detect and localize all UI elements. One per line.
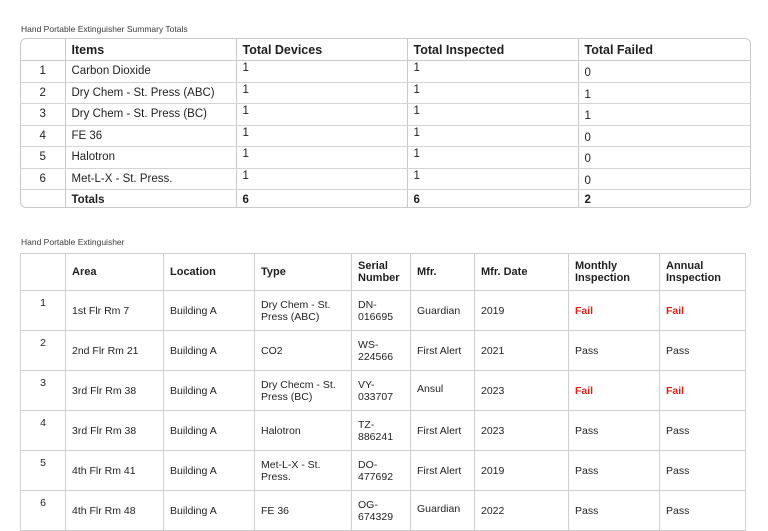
detail-cell-annual-inspection: Pass xyxy=(660,411,746,451)
summary-cell-failed xyxy=(578,168,750,190)
summary-cell-failed xyxy=(578,104,750,126)
detail-cell-area: 1st Flr Rm 7 xyxy=(66,291,164,331)
summary-value: 1 xyxy=(584,88,591,101)
summary-table xyxy=(21,39,750,208)
summary-header-items: Items xyxy=(65,39,236,61)
summary-cell-index: 2 xyxy=(21,82,65,104)
detail-header-index xyxy=(21,254,66,291)
summary-cell-inspected xyxy=(407,82,578,104)
detail-cell-serial: VY-033707 xyxy=(352,371,411,411)
detail-cell-location: Building A xyxy=(164,411,255,451)
detail-cell-mfr: First Alert xyxy=(411,331,475,371)
summary-cell-item: Halotron xyxy=(65,147,236,169)
detail-row xyxy=(21,371,746,411)
detail-header-serial-number: Serial Number xyxy=(352,254,411,291)
detail-header-area: Area xyxy=(66,254,164,291)
detail-cell-type: CO2 xyxy=(255,331,352,371)
summary-row xyxy=(21,125,750,147)
summary-totals-row xyxy=(21,190,750,209)
detail-cell-location: Building A xyxy=(164,451,255,491)
detail-cell-mfr-date: 2023 xyxy=(475,371,569,411)
detail-cell-annual-inspection: Fail xyxy=(660,371,746,411)
summary-cell-index: 3 xyxy=(21,104,65,126)
detail-cell-index: 2 xyxy=(21,331,66,371)
summary-header-index xyxy=(21,39,65,61)
summary-value: 1 xyxy=(242,148,249,161)
summary-cell-failed xyxy=(578,82,750,104)
summary-value: 1 xyxy=(584,110,591,123)
summary-value: 0 xyxy=(584,67,591,80)
summary-cell-index: 5 xyxy=(21,147,65,169)
summary-cell-inspected xyxy=(407,168,578,190)
detail-cell-monthly-inspection: Pass xyxy=(569,451,660,491)
summary-value: 0 xyxy=(584,174,591,187)
summary-cell-devices xyxy=(236,61,407,83)
detail-cell-mfr: First Alert xyxy=(411,411,475,451)
summary-value: 1 xyxy=(242,83,249,96)
summary-cell-devices xyxy=(236,125,407,147)
detail-cell-monthly-inspection: Pass xyxy=(569,331,660,371)
detail-cell-annual-inspection: Pass xyxy=(660,491,746,531)
detail-cell-area: 2nd Flr Rm 21 xyxy=(66,331,164,371)
summary-value: 0 xyxy=(584,153,591,166)
detail-cell-annual-inspection: Pass xyxy=(660,451,746,491)
summary-cell-inspected xyxy=(407,125,578,147)
summary-row xyxy=(21,82,750,104)
summary-cell-item: FE 36 xyxy=(65,125,236,147)
summary-row xyxy=(21,147,750,169)
detail-cell-index: 5 xyxy=(21,451,66,491)
detail-row xyxy=(21,411,746,451)
summary-cell-item: Dry Chem - St. Press (BC) xyxy=(65,104,236,126)
detail-cell-area: 3rd Flr Rm 38 xyxy=(66,371,164,411)
detail-cell-serial: WS-224566 xyxy=(352,331,411,371)
detail-cell-mfr-date: 2022 xyxy=(475,491,569,531)
detail-header-annual-inspection: Annual Inspection xyxy=(660,254,746,291)
summary-value: 1 xyxy=(413,126,420,139)
summary-cell-failed xyxy=(578,147,750,169)
summary-cell-inspected xyxy=(407,61,578,83)
summary-cell-inspected xyxy=(407,147,578,169)
detail-cell-type: Halotron xyxy=(255,411,352,451)
summary-value: 1 xyxy=(242,126,249,139)
detail-cell-serial: DO-477692 xyxy=(352,451,411,491)
detail-cell-monthly-inspection: Pass xyxy=(569,491,660,531)
summary-row xyxy=(21,168,750,190)
summary-cell-devices xyxy=(236,82,407,104)
summary-value: 1 xyxy=(413,169,420,182)
summary-cell-item: Dry Chem - St. Press (ABC) xyxy=(65,82,236,104)
detail-row xyxy=(21,451,746,491)
summary-cell-item: Met-L-X - St. Press. xyxy=(65,168,236,190)
detail-cell-mfr: Ansul xyxy=(411,369,475,409)
summary-totals-failed: 2 xyxy=(578,190,750,209)
summary-row xyxy=(21,61,750,83)
summary-value: 1 xyxy=(242,169,249,182)
summary-table-caption: Hand Portable Extinguisher Summary Totals xyxy=(21,24,188,34)
detail-cell-index: 3 xyxy=(21,371,66,411)
detail-cell-area: 3rd Flr Rm 38 xyxy=(66,411,164,451)
summary-header-total-failed: Total Failed xyxy=(578,39,750,61)
detail-cell-location: Building A xyxy=(164,331,255,371)
detail-cell-type: Dry Chem - St. Press (ABC) xyxy=(255,291,352,331)
detail-cell-area: 4th Flr Rm 41 xyxy=(66,451,164,491)
detail-cell-mfr: First Alert xyxy=(411,451,475,491)
detail-cell-index: 4 xyxy=(21,411,66,451)
detail-header-monthly-inspection: Monthly Inspection xyxy=(569,254,660,291)
detail-header-mfr: Mfr. xyxy=(411,254,475,291)
summary-header-total-devices: Total Devices xyxy=(236,39,407,61)
detail-cell-monthly-inspection: Fail xyxy=(569,371,660,411)
detail-cell-monthly-inspection: Fail xyxy=(569,291,660,331)
detail-cell-serial: OG-674329 xyxy=(352,491,411,531)
detail-cell-location: Building A xyxy=(164,291,255,331)
summary-cell-item: Carbon Dioxide xyxy=(65,61,236,83)
detail-header-location: Location xyxy=(164,254,255,291)
summary-cell-devices xyxy=(236,168,407,190)
detail-cell-type: Dry Checm - St. Press (BC) xyxy=(255,371,352,411)
detail-row xyxy=(21,291,746,331)
summary-value: 1 xyxy=(413,105,420,118)
summary-cell-failed xyxy=(578,125,750,147)
detail-cell-location: Building A xyxy=(164,371,255,411)
summary-value: 1 xyxy=(413,62,420,75)
detail-cell-annual-inspection: Pass xyxy=(660,331,746,371)
detail-cell-index: 1 xyxy=(21,291,66,331)
detail-cell-index: 6 xyxy=(21,491,66,531)
detail-cell-serial: TZ-886241 xyxy=(352,411,411,451)
detail-header-mfr-date: Mfr. Date xyxy=(475,254,569,291)
detail-header-type: Type xyxy=(255,254,352,291)
summary-cell-index: 4 xyxy=(21,125,65,147)
summary-totals-inspected: 6 xyxy=(407,190,578,209)
summary-header-row xyxy=(21,39,750,61)
detail-row xyxy=(21,491,746,531)
detail-cell-type: Met-L-X - St. Press. xyxy=(255,451,352,491)
summary-value: 1 xyxy=(242,62,249,75)
detail-cell-mfr: Guardian xyxy=(411,489,475,529)
summary-cell-devices xyxy=(236,147,407,169)
summary-header-total-inspected: Total Inspected xyxy=(407,39,578,61)
summary-totals-label: Totals xyxy=(65,190,236,209)
detail-cell-mfr: Guardian xyxy=(411,291,475,331)
detail-header-row xyxy=(21,254,746,291)
detail-cell-mfr-date: 2019 xyxy=(475,451,569,491)
summary-cell-inspected xyxy=(407,104,578,126)
detail-row xyxy=(21,331,746,371)
summary-value: 0 xyxy=(584,131,591,144)
detail-cell-mfr-date: 2021 xyxy=(475,331,569,371)
summary-totals-devices: 6 xyxy=(236,190,407,209)
summary-cell-devices xyxy=(236,104,407,126)
detail-cell-mfr-date: 2023 xyxy=(475,411,569,451)
detail-cell-mfr-date: 2019 xyxy=(475,291,569,331)
detail-table xyxy=(20,253,746,531)
summary-totals-index xyxy=(21,190,65,209)
summary-value: 1 xyxy=(413,83,420,96)
summary-cell-index: 6 xyxy=(21,168,65,190)
summary-cell-index: 1 xyxy=(21,61,65,83)
detail-cell-monthly-inspection: Pass xyxy=(569,411,660,451)
detail-cell-serial: DN-016695 xyxy=(352,291,411,331)
detail-cell-location: Building A xyxy=(164,491,255,531)
summary-table-container xyxy=(20,38,751,208)
summary-value: 1 xyxy=(242,105,249,118)
detail-table-caption: Hand Portable Extinguisher xyxy=(21,237,125,247)
summary-row xyxy=(21,104,750,126)
detail-cell-annual-inspection: Fail xyxy=(660,291,746,331)
summary-cell-failed xyxy=(578,61,750,83)
detail-cell-type: FE 36 xyxy=(255,491,352,531)
summary-value: 1 xyxy=(413,148,420,161)
detail-cell-area: 4th Flr Rm 48 xyxy=(66,491,164,531)
